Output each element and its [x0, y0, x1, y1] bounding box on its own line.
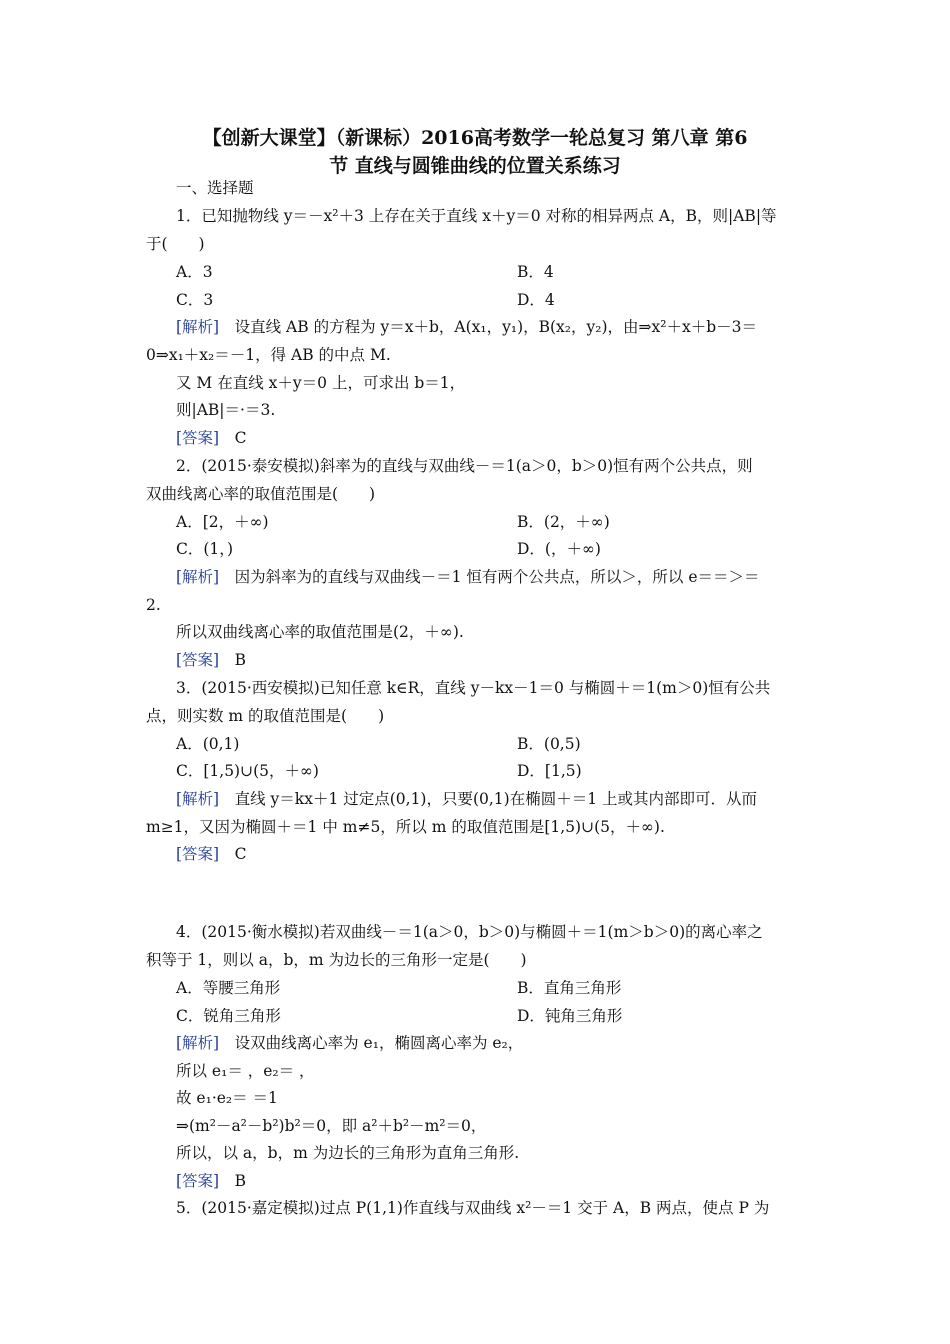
- q2-analysis-line3: 所以双曲线离心率的取值范围是(2，＋∞).: [176, 623, 464, 641]
- q3-option-b: B．(0,5): [517, 735, 581, 753]
- analysis-tag: [解析]: [176, 318, 220, 336]
- q3-answer: [176, 844, 840, 864]
- q3-analysis-line1: [176, 789, 840, 809]
- q1-stem-line1: 1．已知抛物线 y＝－x²＋3 上存在关于直线 x＋y＝0 对称的相异两点 A，B，则|AB|等: [176, 207, 777, 225]
- q3-option-d: D．[1,5): [517, 762, 582, 780]
- q4-option-c: C．锐角三角形: [176, 1007, 281, 1025]
- q2-analysis-text1: 因为斜率为的直线与双曲线－＝1 恒有两个公共点，所以＞，所以 e＝＝＞＝: [234, 568, 760, 586]
- q3-stem-line2: 点，则实数 m 的取值范围是( ): [146, 707, 385, 725]
- q4-option-b: B．直角三角形: [517, 979, 622, 997]
- q2-option-b: B．(2，＋∞): [517, 513, 610, 531]
- q4-analysis-line5: 所以，以 a，b，m 为边长的三角形为直角三角形.: [176, 1144, 520, 1162]
- q3-analysis-text1: 直线 y＝kx＋1 过定点(0,1)，只要(0,1)在椭圆＋＝1 上或其内部即可．从而: [234, 790, 758, 808]
- doc-title-line1: 【创新大课堂】（新课标）2016高考数学一轮总复习 第八章 第6: [202, 127, 748, 149]
- q1-answer-value: C: [234, 429, 247, 447]
- q2-option-d: D．(，＋∞): [517, 540, 601, 558]
- q4-analysis-line4: ⇒(m²－a²－b²)b²＝0，即 a²＋b²－m²＝0，: [176, 1117, 487, 1135]
- q2-stem-line2: 双曲线离心率的取值范围是( ): [146, 485, 376, 503]
- q2-stem-line1: 2．(2015·泰安模拟)斜率为的直线与双曲线－＝1(a＞0，b＞0)恒有两个公共点，则: [176, 457, 753, 475]
- q1-analysis-line4: 则|AB|＝·＝3.: [176, 401, 276, 419]
- q1-stem-line2: 于( ): [146, 235, 205, 253]
- q2-option-a: A．[2，＋∞): [176, 513, 269, 531]
- doc-title-line2: 节 直线与圆锥曲线的位置关系练习: [329, 155, 621, 177]
- q1-option-c: C．3: [176, 291, 214, 309]
- answer-tag: [答案]: [176, 1172, 220, 1190]
- q4-stem-line2: 积等于 1，则以 a，b，m 为边长的三角形一定是( ): [146, 951, 527, 969]
- analysis-tag: [解析]: [176, 568, 220, 586]
- q4-analysis-text1: 设双曲线离心率为 e₁，椭圆离心率为 e₂，: [234, 1034, 524, 1052]
- answer-tag: [答案]: [176, 845, 220, 863]
- q1-analysis-text1: 设直线 AB 的方程为 y＝x＋b，A(x₁，y₁)，B(x₂，y₂)，由⇒x²＋x＋b－3＝: [234, 318, 758, 336]
- q4-option-a: A．等腰三角形: [176, 979, 281, 997]
- q3-stem-line1: 3．(2015·西安模拟)已知任意 k∈R，直线 y－kx－1＝0 与椭圆＋＝1(m＞0)恒有公共: [176, 679, 771, 697]
- analysis-tag: [解析]: [176, 1034, 220, 1052]
- section-heading: 一、选择题: [176, 179, 254, 197]
- q1-analysis-line1: [176, 317, 840, 337]
- q1-option-b: B．4: [517, 263, 554, 281]
- q4-stem-line1: 4．(2015·衡水模拟)若双曲线－＝1(a＞0，b＞0)与椭圆＋＝1(m＞b＞0)的离心率之: [176, 923, 763, 941]
- answer-tag: [答案]: [176, 429, 220, 447]
- q1-option-d: D．4: [517, 291, 555, 309]
- q4-analysis-line2: 所以 e₁＝ ，e₂＝ ，: [176, 1062, 315, 1080]
- q2-analysis-line1: [176, 567, 840, 587]
- q4-analysis-line1: [176, 1033, 840, 1053]
- q2-answer: [176, 650, 840, 670]
- q2-option-c: C．(1，): [176, 540, 234, 558]
- q4-answer: [176, 1171, 840, 1191]
- q2-analysis-line2: 2.: [146, 596, 161, 614]
- q1-analysis-line3: 又 M 在直线 x＋y＝0 上，可求出 b＝1，: [176, 374, 466, 392]
- q1-analysis-line2: 0⇒x₁＋x₂＝－1，得 AB 的中点 M.: [146, 346, 391, 364]
- q2-answer-value: B: [234, 651, 247, 669]
- q3-answer-value: C: [234, 845, 247, 863]
- answer-tag: [答案]: [176, 651, 220, 669]
- q3-option-c: C．[1,5)∪(5，＋∞): [176, 762, 319, 780]
- q4-analysis-line3: 故 e₁·e₂＝ ＝1: [176, 1089, 278, 1107]
- q4-option-d: D．钝角三角形: [517, 1007, 623, 1025]
- q3-option-a: A．(0,1): [176, 735, 240, 753]
- q1-option-a: A．3: [176, 263, 213, 281]
- q4-answer-value: B: [234, 1172, 247, 1190]
- analysis-tag: [解析]: [176, 790, 220, 808]
- q1-answer: [176, 428, 840, 448]
- q5-stem-line1: 5．(2015·嘉定模拟)过点 P(1,1)作直线与双曲线 x²－＝1 交于 A，B 两点，使点 P 为: [176, 1199, 770, 1217]
- q3-analysis-line2: m≥1，又因为椭圆＋＝1 中 m≠5，所以 m 的取值范围是[1,5)∪(5，＋∞).: [146, 818, 665, 836]
